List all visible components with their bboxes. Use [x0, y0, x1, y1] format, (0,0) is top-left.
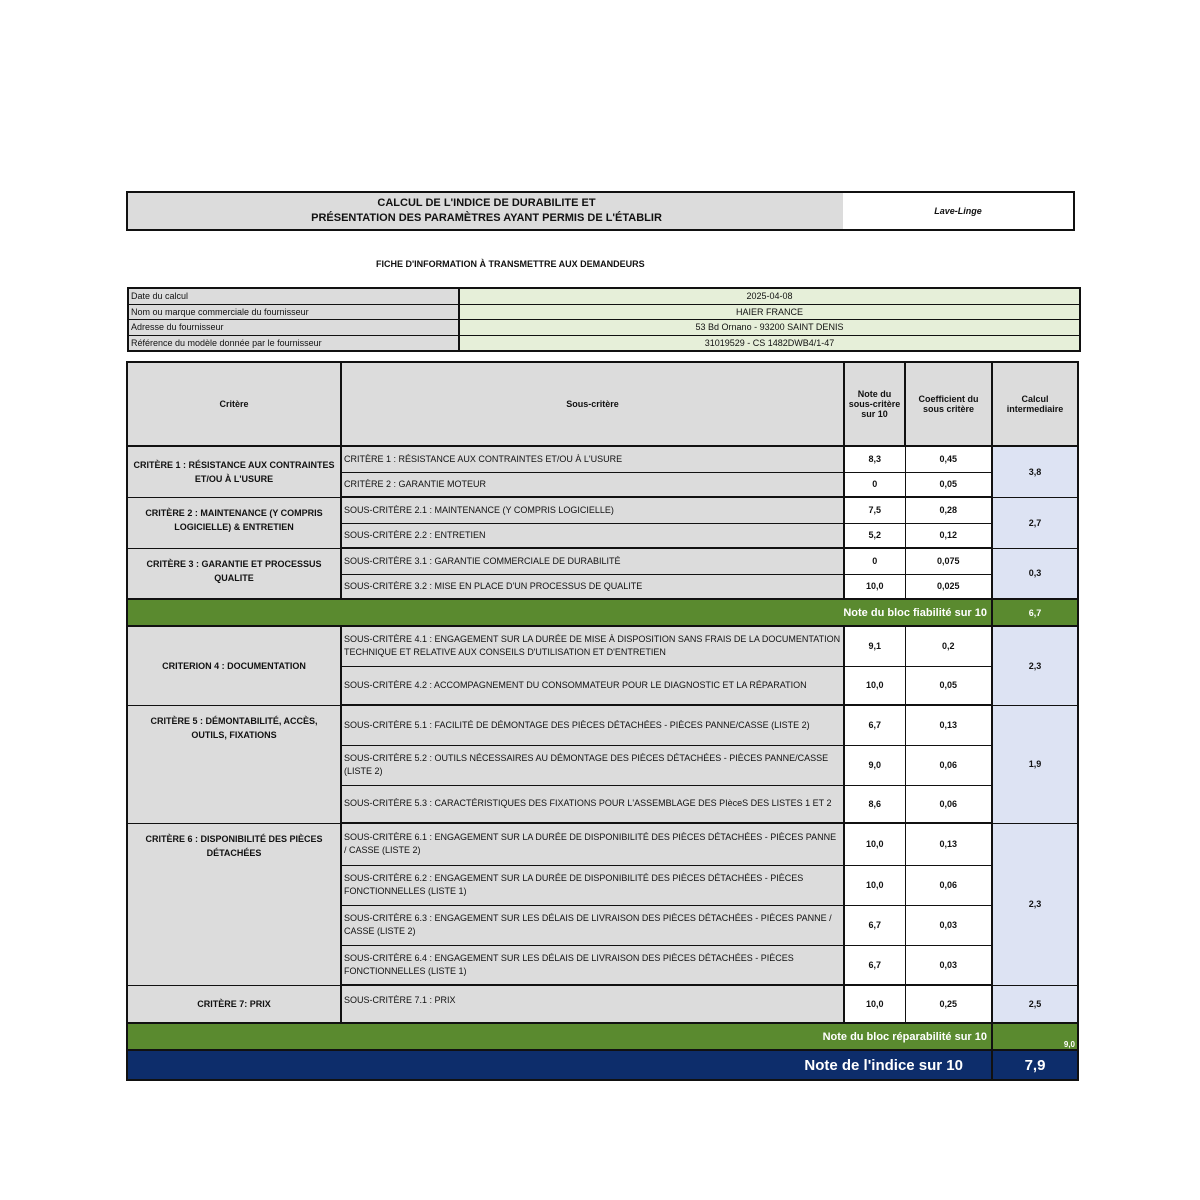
criterion-calc: 0,3: [992, 548, 1078, 599]
sub-criterion-coef: 0,45: [905, 446, 992, 472]
block-fiabilite-label: Note du bloc fiabilité sur 10: [127, 599, 992, 626]
title-line-2: PRÉSENTATION DES PARAMÈTRES AYANT PERMIS DE L'ÉTABLIR: [311, 212, 662, 224]
sub-criterion-coef: 0,2: [905, 626, 992, 666]
sub-criterion-coef: 0,05: [905, 472, 992, 497]
total-value: 7,9: [992, 1050, 1078, 1080]
durability-table: [126, 361, 1077, 1081]
sub-criterion-note: 9,1: [844, 626, 905, 666]
info-row: [129, 289, 1079, 305]
sub-criterion-coef: 0,05: [905, 666, 992, 705]
sub-criterion-coef: 0,28: [905, 497, 992, 523]
col-header-note-line: Note du: [857, 389, 892, 399]
sub-criterion-coef: 0,13: [905, 705, 992, 745]
sub-criterion-label: SOUS-CRITÈRE 5.1 : FACILITÉ DE DÉMONTAGE DES PIÈCES DÉTACHÉES - PIÈCES PANNE/CASSE (LISTE 2): [341, 705, 844, 745]
block-reparabilite-value: 9,0: [992, 1023, 1078, 1050]
info-label: Adresse du fournisseur: [129, 320, 460, 335]
sub-criterion-note: 6,7: [844, 705, 905, 745]
sub-criterion-coef: 0,12: [905, 523, 992, 548]
sub-criterion-coef: 0,13: [905, 823, 992, 865]
criterion-name: CRITERION 4 : DOCUMENTATION: [127, 626, 341, 705]
sub-criterion-coef: 0,06: [905, 745, 992, 785]
sub-criterion-note: 10,0: [844, 823, 905, 865]
sub-criterion-label: SOUS-CRITÈRE 6.3 : ENGAGEMENT SUR LES DÉLAIS DE LIVRAISON DES PIÈCES DÉTACHÉES - PIÈCES PANNE / CASSE (LISTE 2): [341, 905, 844, 945]
info-row: [129, 320, 1079, 336]
subtitle: FICHE D'INFORMATION À TRANSMETTRE AUX DEMANDEURS: [376, 259, 645, 269]
sub-criterion-label: SOUS-CRITÈRE 5.2 : OUTILS NÉCESSAIRES AU DÉMONTAGE DES PIÈCES DÉTACHÉES - PIÈCES PANNE/CASSE (LISTE 2): [341, 745, 844, 785]
criterion-name: CRITÈRE 1 : RÉSISTANCE AUX CONTRAINTES ET/OU À L'USURE: [127, 446, 341, 497]
sub-criterion-coef: 0,25: [905, 985, 992, 1023]
criterion-calc: 2,7: [992, 497, 1078, 548]
total-row: [127, 1050, 1078, 1080]
sub-criterion-note: 9,0: [844, 745, 905, 785]
sub-criterion-label: SOUS-CRITÈRE 6.2 : ENGAGEMENT SUR LA DURÉE DE DISPONIBILITÉ DES PIÈCES DÉTACHÉES - PIÈCES FONCTIONNELLES (LISTE 1): [341, 865, 844, 905]
sub-criterion-label: CRITÈRE 2 : GARANTIE MOTEUR: [341, 472, 844, 497]
col-header-calc: [992, 362, 1078, 446]
criterion-name: CRITÈRE 2 : MAINTENANCE (Y COMPRIS LOGICIELLE) & ENTRETIEN: [127, 497, 341, 548]
document-header: [126, 191, 1077, 231]
criterion-calc: 2,5: [992, 985, 1078, 1023]
sub-criterion-note: 0: [844, 548, 905, 574]
sub-criterion-note: 7,5: [844, 497, 905, 523]
sub-criterion-note: 10,0: [844, 865, 905, 905]
block-reparabilite-row: [127, 1023, 1078, 1050]
col-header-calc-line: intermediaire: [1006, 404, 1064, 414]
table-row: [127, 497, 1078, 523]
sub-criterion-note: 6,7: [844, 905, 905, 945]
table-row: [127, 985, 1078, 1023]
sub-criterion-note: 6,7: [844, 945, 905, 985]
total-label: Note de l'indice sur 10: [127, 1050, 992, 1080]
criterion-name: CRITÈRE 5 : DÉMONTABILITÉ, ACCÈS, OUTILS, FIXATIONS: [127, 705, 341, 823]
sub-criterion-note: 5,2: [844, 523, 905, 548]
criterion-name: CRITÈRE 7: PRIX: [127, 985, 341, 1023]
sub-criterion-coef: 0,03: [905, 945, 992, 985]
sub-criterion-label: SOUS-CRITÈRE 6.1 : ENGAGEMENT SUR LA DURÉE DE DISPONIBILITÉ DES PIÈCES DÉTACHÉES - PIÈCES PANNE / CASSE (LISTE 2): [341, 823, 844, 865]
page-title: [126, 191, 847, 231]
sub-criterion-note: 0: [844, 472, 905, 497]
sub-criterion-label: SOUS-CRITÈRE 5.3 : CARACTÉRISTIQUES DES FIXATIONS POUR L'ASSEMBLAGE DES PIèceS DES LISTES 1 ET 2: [341, 785, 844, 823]
table-header-row: [127, 362, 1078, 446]
sub-criterion-label: SOUS-CRITÈRE 4.1 : ENGAGEMENT SUR LA DURÉE DE MISE À DISPOSITION SANS FRAIS DE LA DOCUMENTATION TECHNIQUE ET RELATIVE AUX CONSEILS D'UTILISATION ET D'ENTRETIEN: [341, 626, 844, 666]
sub-criterion-note: 8,6: [844, 785, 905, 823]
table-row: [127, 626, 1078, 666]
sub-criterion-coef: 0,025: [905, 574, 992, 599]
sub-criterion-label: SOUS-CRITÈRE 6.4 : ENGAGEMENT SUR LES DÉLAIS DE LIVRAISON DES PIÈCES DÉTACHÉES - PIÈCES FONCTIONNELLES (LISTE 1): [341, 945, 844, 985]
info-value: 53 Bd Ornano - 93200 SAINT DENIS: [460, 320, 1079, 335]
info-row: [129, 336, 1079, 351]
table-row: [127, 446, 1078, 472]
criterion-name: CRITÈRE 6 : DISPONIBILITÉ DES PIÈCES DÉTACHÉES: [127, 823, 341, 985]
criterion-calc: 3,8: [992, 446, 1078, 497]
criterion-calc: 2,3: [992, 626, 1078, 705]
table-row: [127, 823, 1078, 865]
info-value: 31019529 - CS 1482DWB4/1-47: [460, 336, 1079, 351]
sub-criterion-label: SOUS-CRITÈRE 7.1 : PRIX: [341, 985, 844, 1023]
sub-criterion-label: SOUS-CRITÈRE 3.1 : GARANTIE COMMERCIALE DE DURABILITÉ: [341, 548, 844, 574]
criterion-name: CRITÈRE 3 : GARANTIE ET PROCESSUS QUALITE: [127, 548, 341, 599]
info-value: 2025-04-08: [460, 289, 1079, 304]
col-header-note-line: sur 10: [861, 409, 888, 419]
block-fiabilite-row: [127, 599, 1078, 626]
col-header-calc-line: Calcul: [1021, 394, 1049, 404]
info-label: Référence du modèle donnée par le fournisseur: [129, 336, 460, 351]
table-row: [127, 548, 1078, 574]
col-header-coef-line: sous critère: [922, 404, 975, 414]
sub-criterion-label: CRITÈRE 1 : RÉSISTANCE AUX CONTRAINTES ET/OU À L'USURE: [341, 446, 844, 472]
sub-criterion-note: 10,0: [844, 985, 905, 1023]
sub-criterion-coef: 0,06: [905, 785, 992, 823]
sub-criterion-note: 10,0: [844, 574, 905, 599]
product-type: Lave-Linge: [843, 191, 1075, 231]
info-label: Date du calcul: [129, 289, 460, 304]
sub-criterion-label: SOUS-CRITÈRE 3.2 : MISE EN PLACE D'UN PROCESSUS DE QUALITE: [341, 574, 844, 599]
criterion-calc: 1,9: [992, 705, 1078, 823]
sub-criterion-label: SOUS-CRITÈRE 2.2 : ENTRETIEN: [341, 523, 844, 548]
criterion-calc: 2,3: [992, 823, 1078, 985]
col-header-sous-critere: Sous-critère: [341, 362, 844, 446]
sub-criterion-note: 10,0: [844, 666, 905, 705]
col-header-coef: [905, 362, 992, 446]
col-header-critere: Critère: [127, 362, 341, 446]
col-header-note-line: sous-critère: [848, 399, 901, 409]
sub-criterion-coef: 0,075: [905, 548, 992, 574]
col-header-coef-line: Coefficient du: [918, 394, 979, 404]
supplier-info-table: [127, 287, 1081, 352]
sub-criterion-label: SOUS-CRITÈRE 4.2 : ACCOMPAGNEMENT DU CONSOMMATEUR POUR LE DIAGNOSTIC ET LA RÉPARATION: [341, 666, 844, 705]
sub-criterion-coef: 0,03: [905, 905, 992, 945]
col-header-note: [844, 362, 905, 446]
block-reparabilite-label: Note du bloc réparabilité sur 10: [127, 1023, 992, 1050]
title-line-1: CALCUL DE L'INDICE DE DURABILITE ET: [377, 197, 596, 209]
table-row: [127, 705, 1078, 745]
info-value: HAIER FRANCE: [460, 305, 1079, 320]
sub-criterion-note: 8,3: [844, 446, 905, 472]
sub-criterion-coef: 0,06: [905, 865, 992, 905]
info-row: [129, 305, 1079, 321]
sub-criterion-label: SOUS-CRITÈRE 2.1 : MAINTENANCE (Y COMPRIS LOGICIELLE): [341, 497, 844, 523]
block-fiabilite-value: 6,7: [992, 599, 1078, 626]
info-label: Nom ou marque commerciale du fournisseur: [129, 305, 460, 320]
